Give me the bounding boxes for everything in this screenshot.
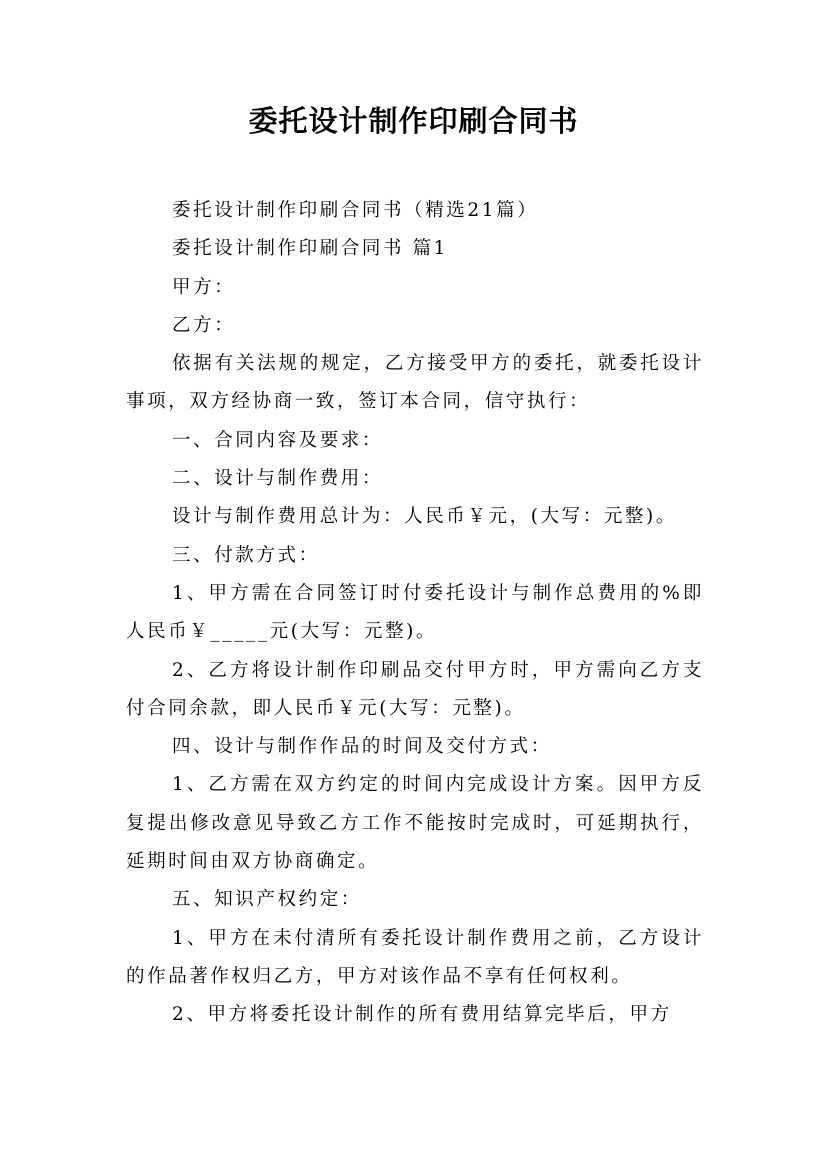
- paragraph-clause-4-heading: 四、设计与制作作品的时间及交付方式：: [172, 736, 552, 758]
- paragraph-party-a: 甲方：: [172, 276, 236, 298]
- paragraph-fee-total: 设计与制作费用总计为：人民币￥元，(大写：元整)。: [172, 506, 677, 528]
- paragraph-payment-2: 2、乙方将设计制作印刷品交付甲方时，甲方需向乙方支付合同余款，即人民币￥元(大写：元整)。: [126, 659, 704, 719]
- paragraph-delivery-1: 1、乙方需在双方约定的时间内完成设计方案。因甲方反复提出修改意见导致乙方工作不能按时完成时，可延期执行，延期时间由双方协商确定。: [126, 774, 704, 873]
- paragraph-payment-1: 1、甲方需在合同签订时付委托设计与制作总费用的%即人民币￥_____元(大写：元整)。: [126, 582, 704, 643]
- document-body: [126, 192, 704, 1035]
- document-title: 委托设计制作印刷合同书: [248, 104, 579, 138]
- paragraph-preamble: 依据有关法规的规定，乙方接受甲方的委托，就委托设计事项，双方经协商一致，签订本合同，信守执行：: [126, 353, 704, 413]
- paragraph-party-b: 乙方：: [172, 314, 236, 336]
- paragraph-clause-2-heading: 二、设计与制作费用：: [172, 468, 384, 490]
- paragraph-section-heading: 委托设计制作印刷合同书 篇1: [172, 238, 449, 260]
- paragraph-clause-3-heading: 三、付款方式：: [172, 544, 320, 566]
- paragraph-clause-1-heading: 一、合同内容及要求：: [172, 429, 384, 451]
- paragraph-ip-2: 2、甲方将委托设计制作的所有费用结算完毕后，甲方: [172, 1004, 672, 1026]
- paragraph-ip-1: 1、甲方在未付清所有委托设计制作费用之前，乙方设计的作品著作权归乙方，甲方对该作品不享有任何权利。: [126, 927, 704, 987]
- paragraph-clause-5-heading: 五、知识产权约定：: [172, 889, 362, 911]
- paragraph-subtitle: 委托设计制作印刷合同书（精选21篇）: [172, 200, 539, 221]
